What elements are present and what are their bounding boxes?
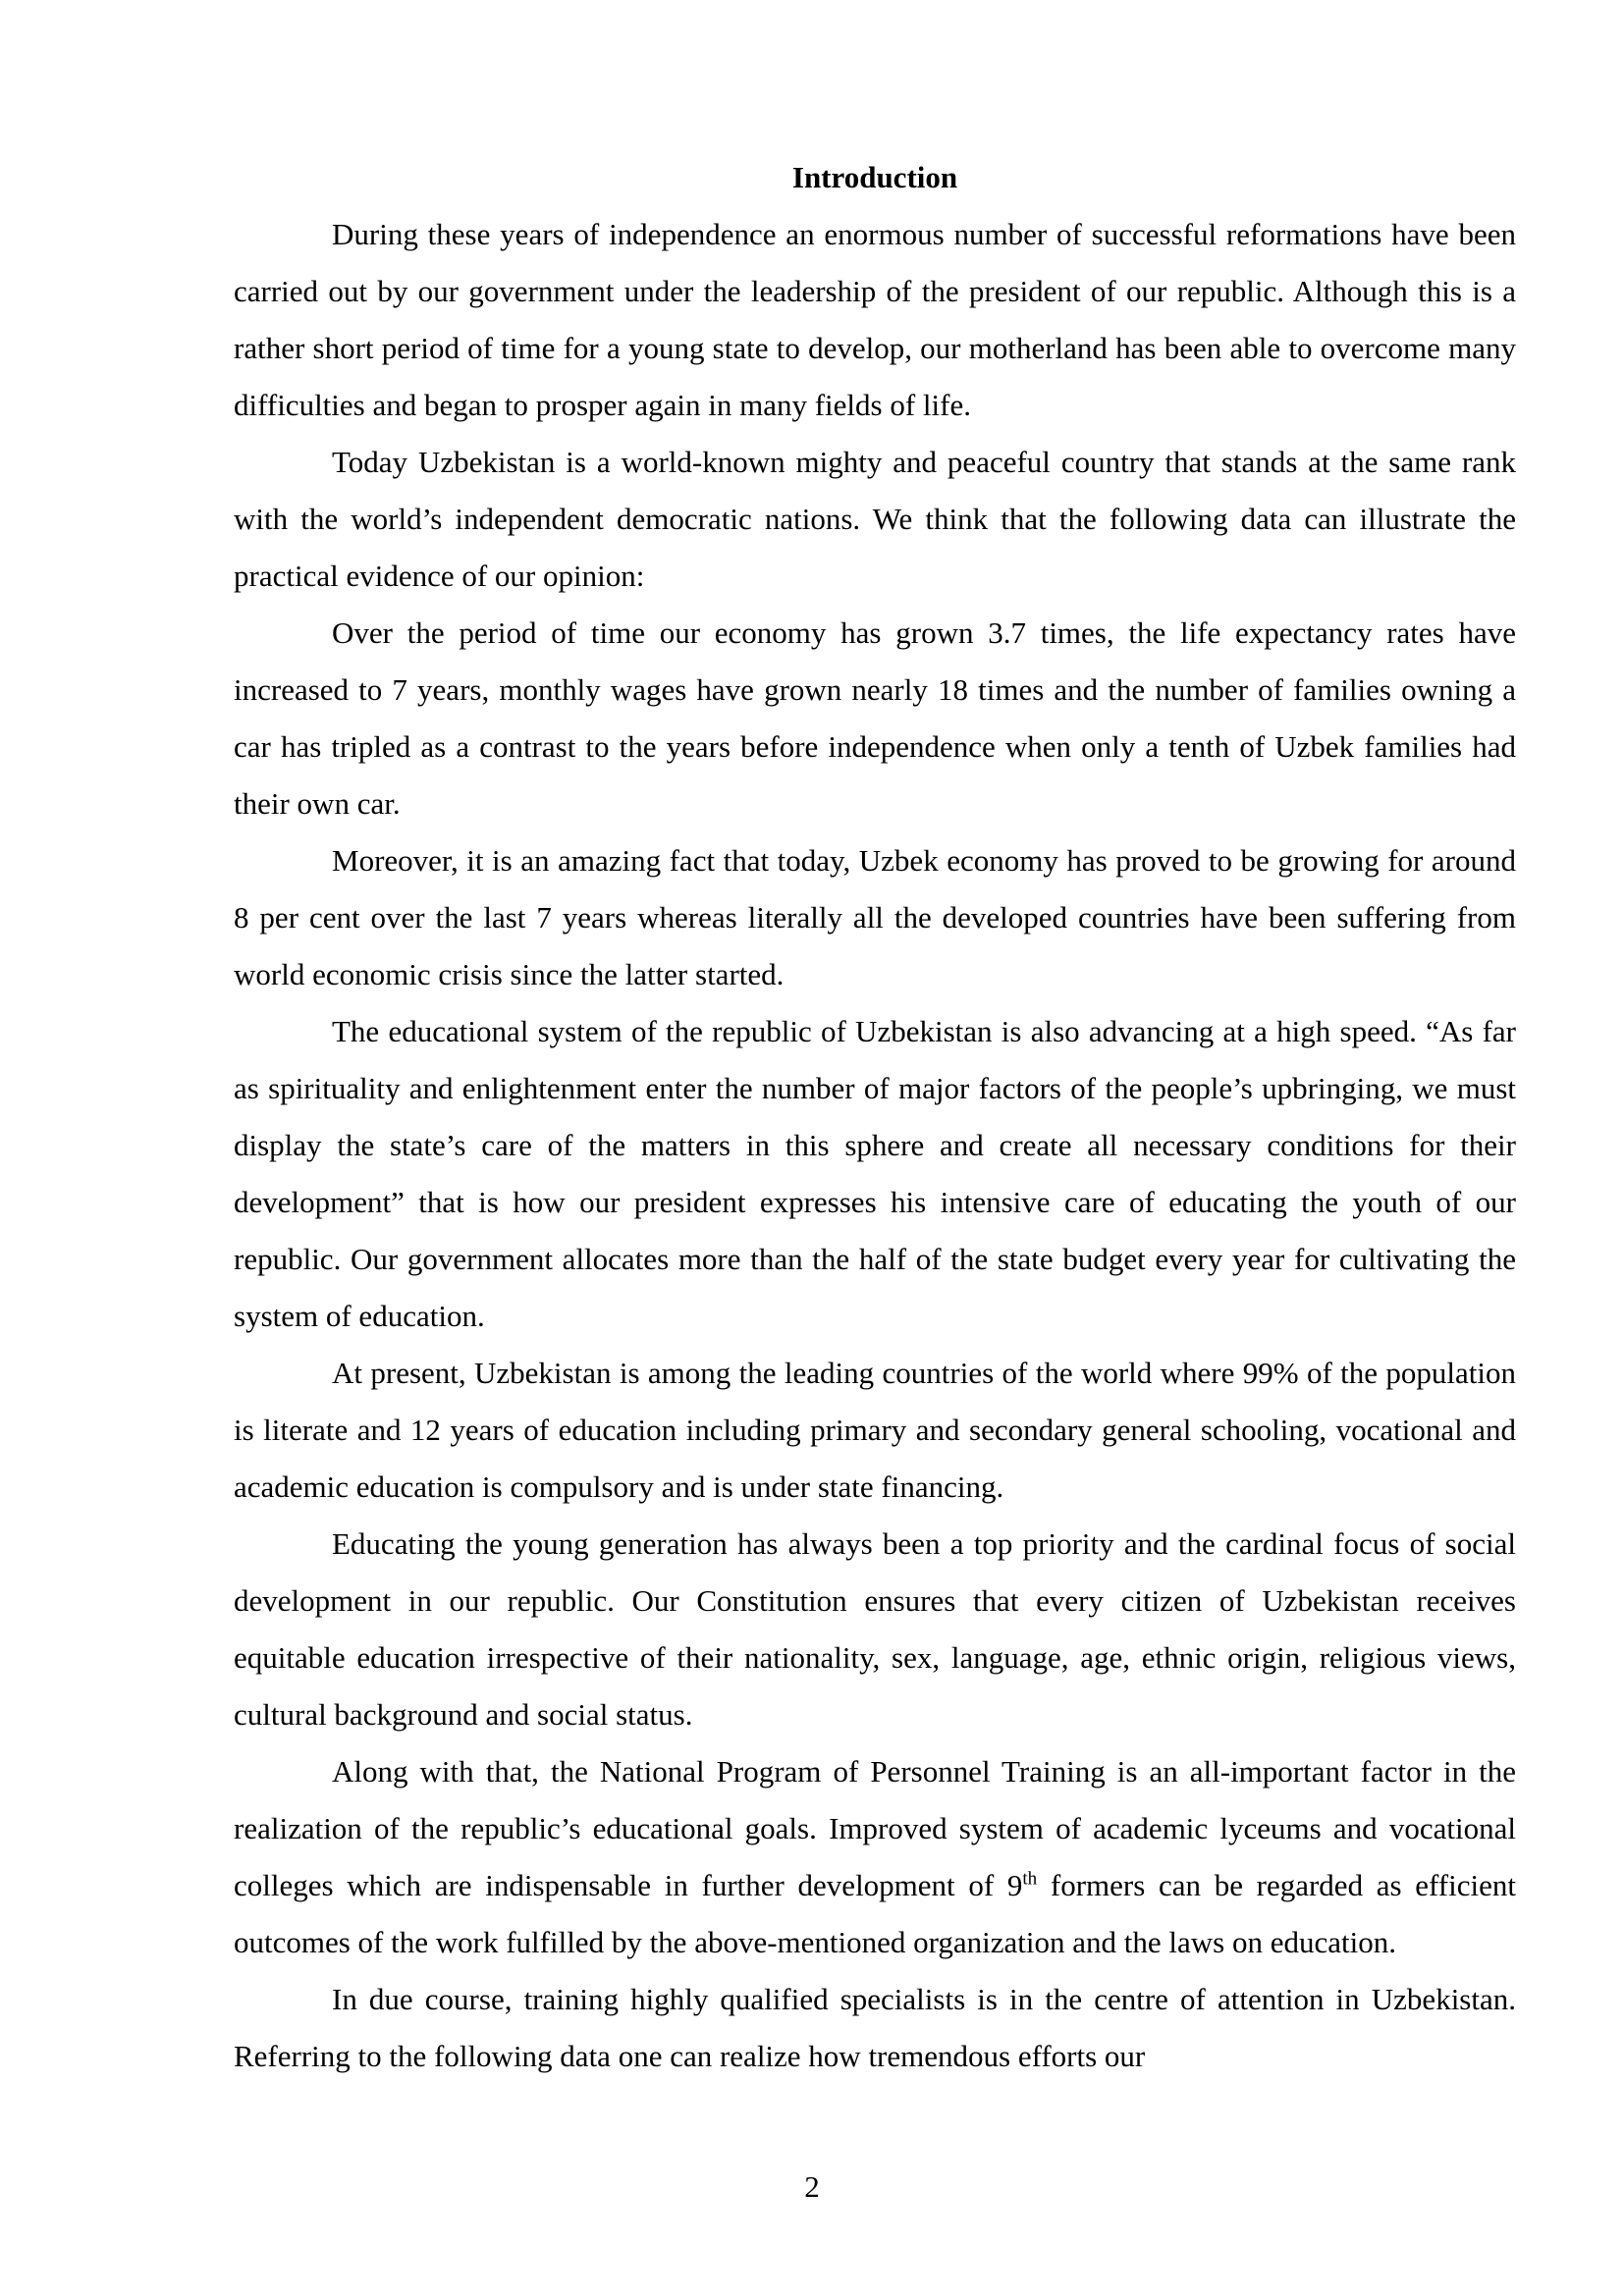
paragraph-2: Today Uzbekistan is a world-known mighty and peaceful country that stands at the same rank with the world’s independent democratic nations. We think that the following data can illustrate the practical evidence of our opinion: bbox=[234, 445, 1516, 593]
paragraph-1: During these years of independence an enormous number of successful reformations have been carried out by our government under the leadership of the president of our republic. Although this is a rather short period of time for a young state to develop, our motherland has been able to overcome many difficulties and began to prosper again in many fields of life. bbox=[234, 217, 1516, 422]
paragraph-3: Over the period of time our economy has grown 3.7 times, the life expectancy rates have increased to 7 years, monthly wages have grown nearly 18 times and the number of families owning a car has tripled as a contrast to the years before independence when only a tenth of Uzbek families had their own car. bbox=[234, 615, 1516, 821]
paragraph-8 bbox=[234, 1743, 1516, 1971]
page-number: 2 bbox=[804, 2169, 820, 2204]
paragraph-5: The educational system of the republic of Uzbekistan is also advancing at a high speed. “As far as spirituality and enlightenment enter the number of major factors of the people’s upbringing, we must display the state’s care of the matters in this sphere and create all necessary conditions for their development” that is how our president expresses his intensive care of educating the youth of our republic. Our government allocates more than the half of the state budget every year for cultivating the system of education. bbox=[234, 1014, 1516, 1333]
paragraph-8-text-start: Along with that, the National Program of Personnel Training is an all-important factor in the realization of the republic’s educational goals. Improved system of academic lyceums and vocational colleges which are indispensable in further development of 9 bbox=[234, 1754, 1516, 1902]
paragraph-7: Educating the young generation has always been a top priority and the cardinal focus of social development in our republic. Our Constitution ensures that every citizen of Uzbekistan receives equitable education irrespective of their nationality, sex, language, age, ethnic origin, religious views, cultural background and social status. bbox=[234, 1526, 1516, 1732]
paragraph-9: In due course, training highly qualified specialists is in the centre of attention in Uzbekistan. Referring to the following data one can realize how tremendous efforts our bbox=[234, 1982, 1516, 2073]
paragraph-6: At present, Uzbekistan is among the leading countries of the world where 99% of the population is literate and 12 years of education including primary and secondary general schooling, vocational and academic education is compulsory and is under state financing. bbox=[234, 1356, 1516, 1504]
paragraph-4: Moreover, it is an amazing fact that today, Uzbek economy has proved to be growing for around 8 per cent over the last 7 years whereas literally all the developed countries have been suffering from world economic crisis since the latter started. bbox=[234, 843, 1516, 991]
paragraph-8-text-end: formers can be regarded as efficient outcomes of the work fulfilled by the above-mentioned organization and the laws on education. bbox=[234, 1868, 1516, 1959]
section-heading: Introduction bbox=[791, 160, 958, 194]
ordinal-superscript: th bbox=[1022, 1868, 1038, 1890]
document-body bbox=[234, 149, 1516, 2085]
